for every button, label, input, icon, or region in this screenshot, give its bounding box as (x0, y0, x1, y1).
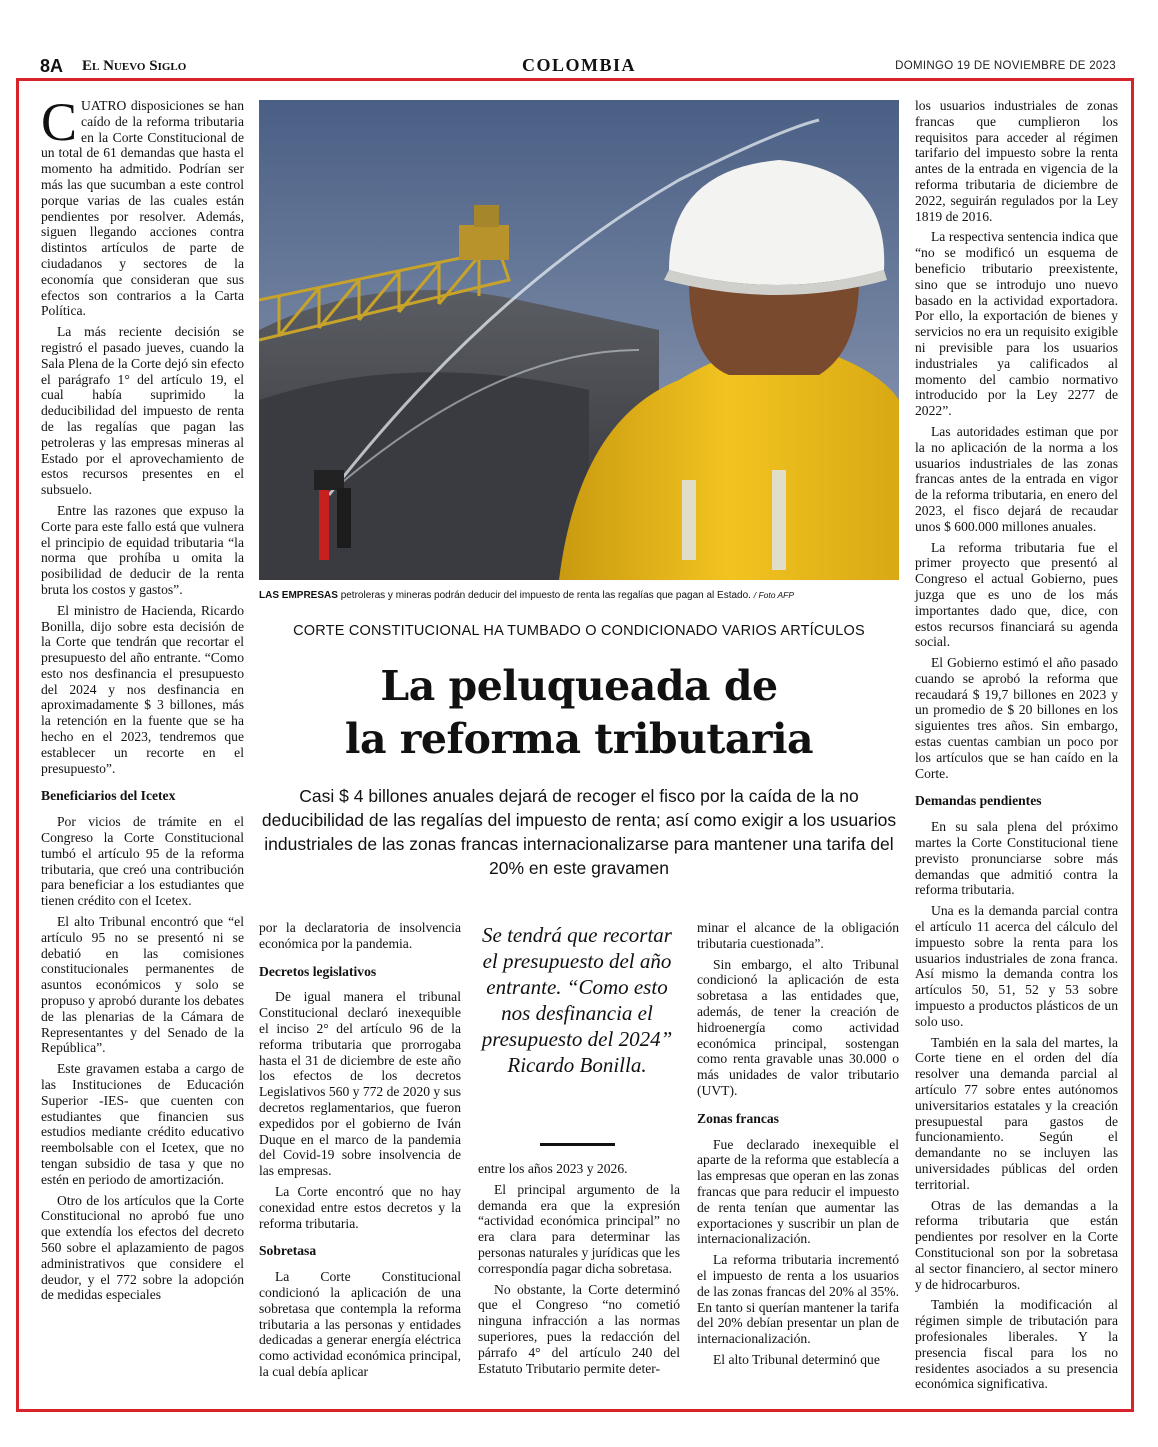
pull-quote: Se tendrá que recortar el presupuesto del año entrante. “Como esto nos desfinancia el presupuesto del 2024” Ricardo Bonilla. (481, 923, 673, 1077)
photo-credit: / Foto AFP (753, 590, 795, 600)
kicker: CORTE CONSTITUCIONAL HA TUMBADO O CONDICIONADO VARIOS ARTÍCULOS (293, 623, 865, 639)
section-title: COLOMBIA (521, 55, 636, 75)
paragraph: Este gravamen estaba a cargo de las Instituciones de Educación Superior -IES- que cuenten con estudiantes que financien sus estudios mediante crédito educativo reembolsable con el Icetex, que no tengan subsidio de tasa y que no estén en periodo de amortización. (41, 1061, 244, 1187)
paragraph: Por vicios de trámite en el Congreso la Corte Constitucional tumbó el artículo 95 de la reforma tributaria, que creó una contribución para beneficiar a los estudiantes que tienen crédito con el Icetex. (41, 814, 244, 909)
paragraph: los usuarios industriales de zonas francas que cumplieron los requisitos para acceder al régimen tarifario del impuesto sobre la renta antes de la entrada en vigencia de la reforma tributaria de diciembre de 2022, seguirán regulados por la Ley 1819 de 2016. (915, 98, 1118, 224)
paragraph: No obstante, la Corte determinó que el Congreso “no cometió ninguna infracción a las normas superiores, pues la redacción del párrafo 4° del artículo 240 del Estatuto Tributario permite deter- (478, 1281, 680, 1376)
article-photo (259, 100, 899, 580)
headline-line: la reforma tributaria (344, 715, 814, 763)
masthead (0, 54, 1158, 78)
paragraph: Otro de los artículos que la Corte Constitucional no aprobó fue uno que extendía los efectos del decreto 560 sobre el aplazamiento de pagos administrativos que considere el deudor, y el 772 sobre la adopción de medidas especiales (41, 1192, 244, 1303)
paragraph: La reforma tributaria incrementó el impuesto de renta a los usuarios de las zonas francas del 20% al 35%. En tanto si querían mantener la tarifa del 20% debían presentar un plan de internacionalización. (697, 1252, 899, 1347)
paragraph: Entre las razones que expuso la Corte para este fallo está que vulnera el principio de equidad tributaria “la norma que prohíba u omita la posibilidad de deducir de la renta bruta los costos y gastos”. (41, 502, 244, 597)
deck: Casi $ 4 billones anuales dejará de recoger el fisco por la caída de la no deducibilidad de las regalías del impuesto de renta; así como exigir a los usuarios industriales de las zonas francas internacionalizarse para mantener una tarifa del 20% en este gravamen (261, 786, 897, 878)
lead-caps: UATRO (81, 98, 127, 113)
photo-caption (259, 590, 899, 601)
paragraph: El principal argumento de la demanda era que la expresión “actividad económica principal” no era clara para determinar las personas naturales y jurídicas que les correspondía pagar dicha sobretasa. (478, 1181, 680, 1276)
column-1 (41, 92, 244, 1308)
caption-lead: LAS EMPRESAS (259, 590, 338, 601)
mining-worker-image (259, 100, 899, 580)
subheading: Beneficiarios del Icetex (41, 788, 176, 804)
newspaper-name: El Nuevo Siglo (82, 58, 187, 74)
headline (259, 660, 899, 766)
paragraph: por la declaratoria de insolvencia económica por la pandemia. (259, 920, 461, 951)
paragraph: Las autoridades estiman que por la no aplicación de la norma a los usuarios industriales de las zonas francas antes de la entrada en vigor de la reforma tributaria, en enero del 2023, el fisco dejará de recaudar unos $ 600.000 millones anuales. (915, 423, 1118, 534)
paragraph: La respectiva sentencia indica que “no se modificó un esquema de beneficio tributario preexistente, sino que se introdujo uno nuevo basado en la actividad exportadora. Por ello, la exportación de bienes y servicios no era un requisito exigible ni previsible para los usuarios industriales ya calificados al momento del cambio normativo introducido por la Ley 2277 de 2022”. (915, 229, 1118, 419)
quote-divider (540, 1143, 615, 1146)
column-2 (259, 920, 461, 1385)
column-5 (915, 98, 1118, 1397)
paragraph: El ministro de Hacienda, Ricardo Bonilla, dijo sobre esta decisión de la Corte que tendrán que recortar el presupuesto del año entrante. “Como esto nos desfinancia el presupuesto del 2024 y nos desfinancia en aproximadamente $ 3 billones, más la retención en la fuente que se ha hecho en el 2023, tendremos que establecer un recorte en el presupuesto”. (41, 602, 244, 776)
paragraph: También la modificación al régimen simple de tributación para profesionales liberales. Y la presencia fiscal para los no residentes asociados a su presencia económica significativa. (915, 1297, 1118, 1392)
paragraph: El alto Tribunal determinó que (713, 1351, 880, 1367)
subheading: Sobretasa (259, 1243, 317, 1259)
issue-date: DOMINGO 19 DE NOVIEMBRE DE 2023 (895, 60, 1116, 72)
paragraph: Sin embargo, el alto Tribunal condicionó la aplicación de esta sobretasa a las entidades que, además, de tener la creación de hidroenergía como actividad económica principal, sostengan como renta gravable unas 30.000 o más unidades de valor tributario (UVT). (697, 956, 899, 1098)
paragraph: De igual manera el tribunal Constitucional declaró inexequible el inciso 2° del artículo 96 de la reforma tributaria que prorrogaba hasta el 31 de diciembre de este año los efectos de los decretos Legislativos 560 y 772 de 2020 y sus decretos reglamentarios, que fueron expedidos por el gobierno de Iván Duque en el marco de la pandemia del Covid-19 sobre insolvencia de las empresas. (259, 989, 462, 1179)
paragraph: Fue declarado inexequible el aparte de la reforma que establecía a las empresas que operan en las zonas francas que para reducir el impuesto de renta tenían que aumentar las exportaciones y suscribir un plan de internacionalización. (697, 1136, 899, 1247)
paragraph: El Gobierno estimó el año pasado cuando se aprobó la reforma que recaudará $ 19,7 billones en 2023 y un promedio de $ 20 billones en los siguientes tres años. Sin embargo, estas cuentas cambian un poco por los artículos que se han caído en la Corte. (915, 655, 1118, 781)
subheading: Demandas pendientes (915, 793, 1042, 809)
subheading: Zonas francas (697, 1110, 779, 1126)
drop-cap: C (41, 92, 78, 152)
paragraph: La Corte Constitucional condicionó la aplicación de una sobretasa que contempla la reforma tributaria a las personas y entidades dedicadas a generar energía eléctrica como actividad económica principal, la cual debía aplicar (259, 1269, 461, 1379)
lead-paragraph (41, 92, 244, 319)
paragraph: La Corte encontró que no hay conexidad entre estos decretos y la reforma tributaria. (259, 1183, 461, 1231)
paragraph: La reforma tributaria fue el primer proyecto que presentó al Congreso el actual Gobierno, pues juzga que es uno de los más importantes dado que, dice, con estos recursos financiará su agenda social. (915, 539, 1118, 650)
paragraph: También en la sala del martes, la Corte tiene en el orden del día resolver una demanda parcial al artículo 77 sobre entes autónomos universitarios estatales y la creación presupuestal para gastos de funcionamiento. Según el demandante no se incluyen las universidades públicas del orden territorial. (915, 1034, 1118, 1192)
paragraph: minar el alcance de la obligación tributaria cuestionada”. (697, 920, 899, 951)
paragraph: El alto Tribunal encontró que “el artículo 95 no se presentó ni se debatió en las comisiones constitucionales permanentes de asuntos económicos y solo se propuso y aprobó durante los debates de las plenarias de la Cámara de Representantes y del Senado de la República”. (41, 914, 244, 1056)
page-number: 8A (40, 56, 64, 76)
column-3 (478, 1161, 680, 1381)
column-4 (697, 920, 899, 1373)
paragraph: Una es la demanda parcial contra el artículo 11 acerca del cálculo del impuesto sobre la renta para los usuarios industriales de zona franca. Así mismo la demanda contra los artículos 50, 51, 52 y 53 sobre impuesto a productos plásticos de un solo uso. (915, 903, 1118, 1029)
caption-text: petroleras y mineras podrán deducir del impuesto de renta las regalías que pagan al Estado. (340, 590, 751, 601)
lead-text: disposiciones se han caído de la reforma tributaria en la Corte Constitucional de un total de 61 demandas que hasta el momento ha admitido. Podrían ser más las que sucumban a este control porque varias de las cuales están pendientes por resolver. Además, siguen llegando acciones contra distintos artículos de parte de ciudadanos y sectores de la economía que consideran que sus efectos son contrarios a la Carta Política. (41, 98, 244, 319)
paragraph: Otras de las demandas a la reforma tributaria que están pendientes por resolver en la Corte Constitucional son por la sobretasa al sector financiero, al sector minero y de hidrocarburos. (915, 1197, 1118, 1292)
paragraph: En su sala plena del próximo martes la Corte Constitucional tiene previsto pronunciarse sobre más demandas que admitió contra la reforma tributaria. (915, 819, 1118, 898)
headline-line: La peluqueada de (380, 662, 778, 710)
paragraph: entre los años 2023 y 2026. (478, 1161, 628, 1176)
paragraph: La más reciente decisión se registró el pasado jueves, cuando la Sala Plena de la Corte dejó sin efecto el parágrafo 1° del artículo 19, el cual había suprimido la deducibilidad del impuesto de renta de las regalías que pagan las petroleras y las empresas mineras al Estado por el aprovechamiento de estos recursos presentes en el subsuelo. (41, 324, 244, 498)
subheading: Decretos legislativos (259, 963, 377, 979)
